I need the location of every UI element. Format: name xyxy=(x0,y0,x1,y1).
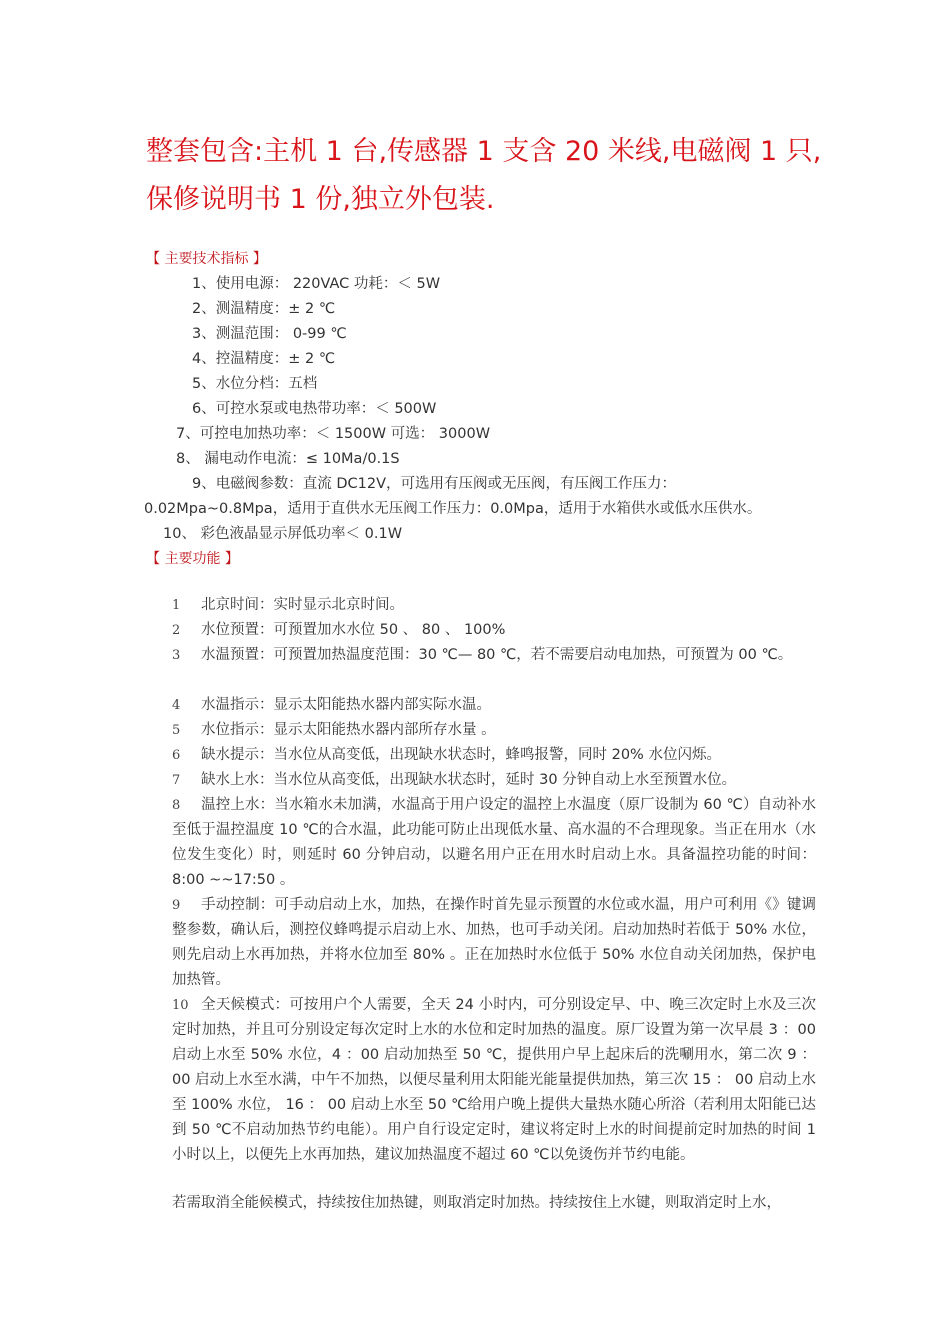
function-number: 9 xyxy=(172,898,181,913)
function-item xyxy=(172,793,816,893)
function-number: 4 xyxy=(172,698,181,713)
function-number: 3 xyxy=(172,648,181,663)
section-heading-specs xyxy=(146,248,267,268)
function-number: 6 xyxy=(172,748,181,763)
spec-item: 1、使用电源： 220VAC 功耗：＜ 5W xyxy=(192,276,441,292)
spec-item: 2、测温精度：± 2 ℃ xyxy=(192,301,336,317)
function-number: 7 xyxy=(172,773,181,788)
function-text: 缺水上水：当水位从高变低，出现缺水状态时，延时 30 分钟自动上水至预置水位。 xyxy=(201,772,737,788)
spec-item: 7、可控电加热功率：＜ 1500W 可选： 3000W xyxy=(176,426,491,442)
function-item xyxy=(172,743,816,768)
spec-item: 3、测温范围： 0-99 ℃ xyxy=(192,326,347,342)
section-heading-functions xyxy=(146,548,239,568)
function-number: 2 xyxy=(172,623,181,638)
bracket-close: 】 xyxy=(224,551,239,567)
function-item xyxy=(172,618,816,643)
spec-item: 4、控温精度：± 2 ℃ xyxy=(192,351,336,367)
function-text: 水位预置：可预置加水水位 50 、 80 、 100% xyxy=(201,622,506,638)
spec-valve-line2: 0.02Mpa~0.8Mpa，适用于直供水无压阀工作压力：0.0Mpa，适用于水箱供水或低水压供水。 xyxy=(144,501,762,517)
function-text: 水温指示：显示太阳能热水器内部实际水温。 xyxy=(201,697,491,713)
function-item xyxy=(172,693,816,718)
function-text: 手动控制：可手动启动上水，加热，在操作时首先显示预置的水位或水温，用户可利用《》键调整参数，确认后，测控仪蜂鸣提示启动上水、加热，也可手动关闭。启动加热时若低于 50% 水位，则先启动上水再加热，并将水位加至 80% 。正在加热时水位低于 50% 水位自动关闭加热，保护电加热管。 xyxy=(172,897,816,988)
function-number: 5 xyxy=(172,723,181,738)
function-number: 8 xyxy=(172,798,181,813)
function-text: 缺水提示：当水位从高变低，出现缺水状态时，蜂鸣报警，同时 20% 水位闪烁。 xyxy=(201,747,721,763)
bracket-open: 【 xyxy=(146,551,160,567)
spec-valve-line1: 9、电磁阀参数：直流 DC12V，可选用有压阀或无压阀，有压阀工作压力： xyxy=(192,476,676,492)
spec-item: 10、 彩色液晶显示屏低功率＜ 0.1W xyxy=(163,526,403,542)
closing-paragraph: 若需取消全能候模式，持续按住加热键，则取消定时加热。持续按住上水键，则取消定时上水， xyxy=(172,1195,781,1211)
function-text: 水位指示：显示太阳能热水器内部所存水量 。 xyxy=(201,722,496,738)
function-text: 全天候模式：可按用户个人需要，全天 24 小时内，可分别设定早、中、晚三次定时上水及三次定时加热，并且可分别设定每次定时上水的水位和定时加热的温度。原厂设置为第一次早晨 3 ：00 启动上水至 50% 水位，4 ：00 启动加热至 50 ℃，提供用户早上起床后的洗唰用水，第二次 9 ：00 启动上水至水满，中午不加热，以便尽量利用太阳能光能量提供加热，第三次 15 ： 00 启动上水至 100% 水位， 16 ： 00 启动上水至 50 ℃给用户晚上提供大量热水随心所浴（若利用太阳能已达到 50 ℃不启动加热节约电能）。用户自行设定定时，建议将定时上水的时间提前定时加热的时间 1 小时以上，以便先上水再加热，建议加热温度不超过 60 ℃以免烫伤并节约电能。 xyxy=(172,997,816,1163)
bracket-close: 】 xyxy=(252,251,267,267)
function-item xyxy=(172,718,816,743)
bracket-open: 【 xyxy=(146,251,160,267)
section-label: 主要技术指标 xyxy=(164,251,249,267)
function-item xyxy=(172,593,816,618)
function-number: 1 xyxy=(172,598,181,613)
function-item xyxy=(172,643,816,668)
spec-item: 5、水位分档：五档 xyxy=(192,376,318,392)
function-item xyxy=(172,993,816,1168)
spec-item-valve xyxy=(146,472,826,522)
section-label: 主要功能 xyxy=(164,551,221,567)
spec-item: 6、可控水泵或电热带功率：＜ 500W xyxy=(192,401,437,417)
function-text: 温控上水：当水箱水未加满，水温高于用户设定的温控上水温度（原厂设制为 60 ℃）自动补水至低于温控温度 10 ℃的合水温，此功能可防止出现低水量、高水温的不合理现象。当正在用水（水位发生变化）时，则延时 60 分钟启动，以避名用户正在用水时启动上水。具备温控功能的时间： 8:00 ~~17:50 。 xyxy=(172,797,816,888)
function-text: 水温预置：可预置加热温度范围：30 ℃— 80 ℃，若不需要启动电加热，可预置为 00 ℃。 xyxy=(201,647,793,663)
function-text: 北京时间：实时显示北京时间。 xyxy=(201,597,404,613)
package-contents-heading: 整套包含:主机 1 台,传感器 1 支含 20 米线,电磁阀 1 只,保修说明书 1 份,独立外包装. xyxy=(146,136,822,215)
function-item xyxy=(172,768,816,793)
spec-item: 8、 漏电动作电流：≤ 10Ma/0.1S xyxy=(176,451,400,467)
function-number: 10 xyxy=(172,998,189,1013)
function-item xyxy=(172,893,816,993)
